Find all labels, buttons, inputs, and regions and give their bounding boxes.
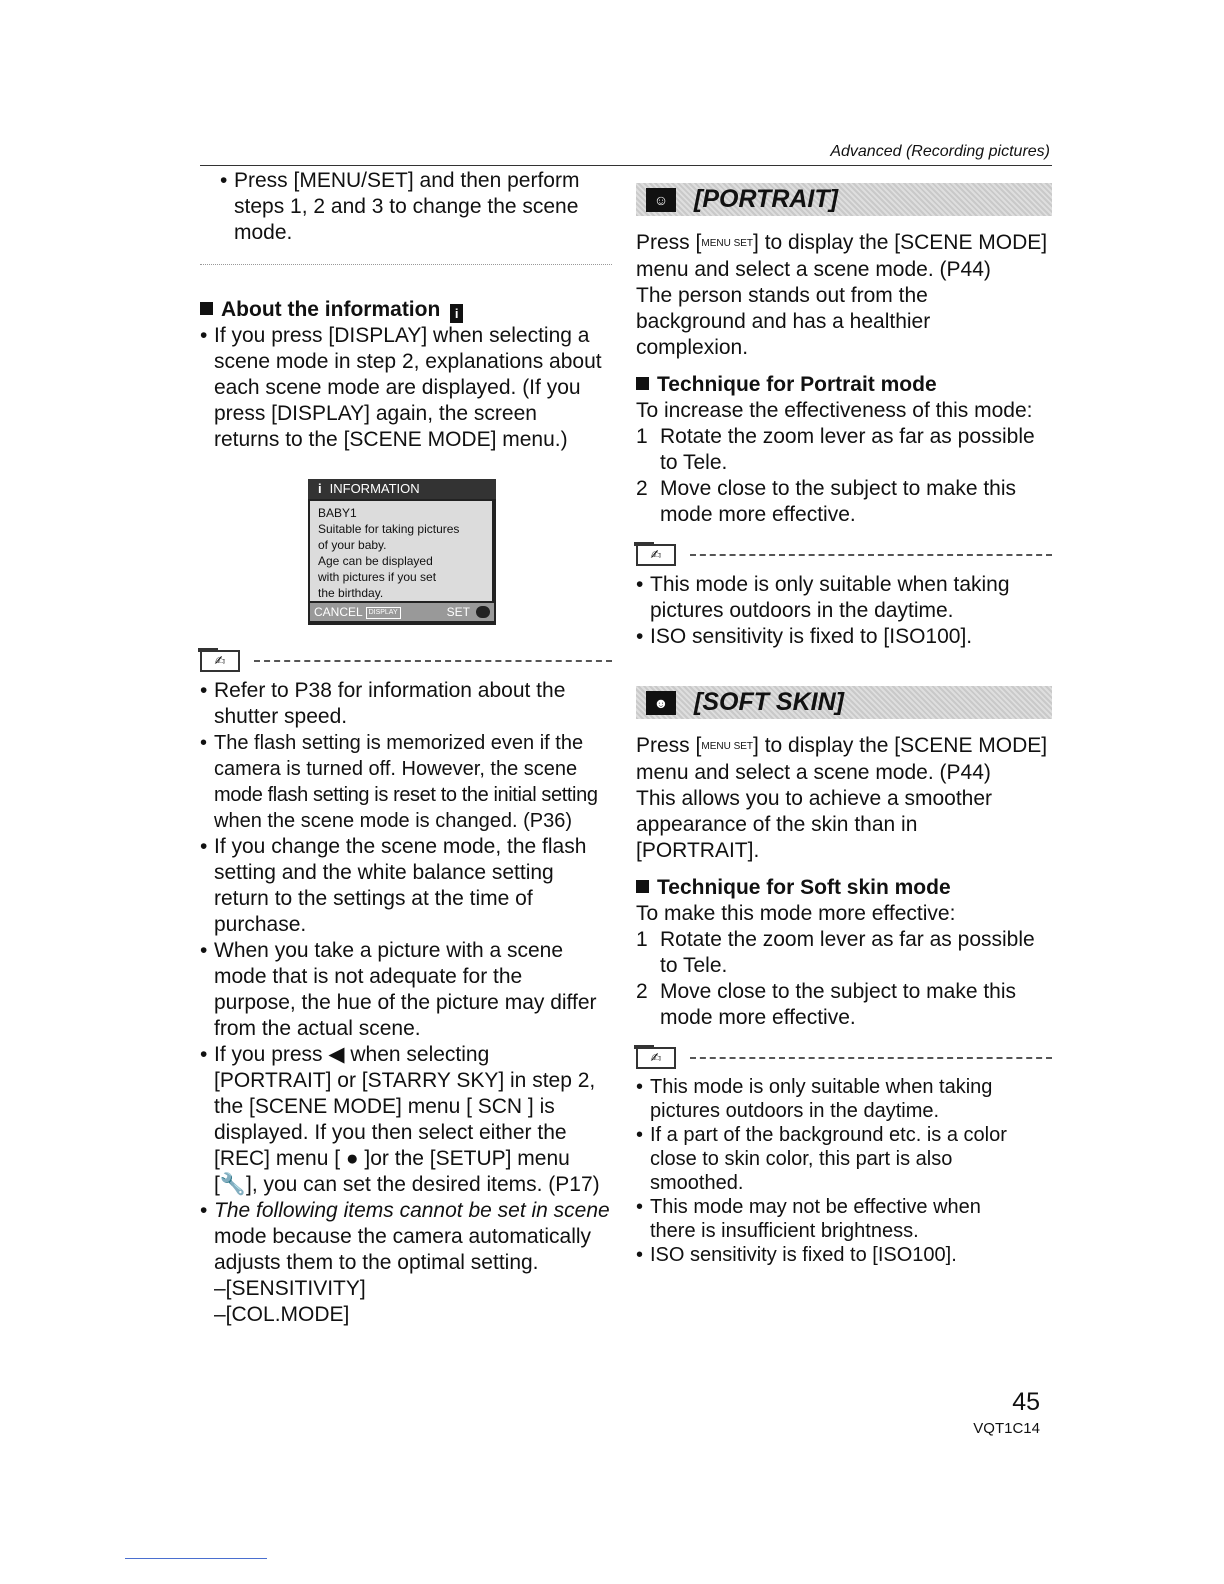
soft-skin-icon: ☻ xyxy=(646,691,676,715)
note-item: • ISO sensitivity is fixed to [ISO100]. xyxy=(636,1243,1052,1267)
portrait-banner xyxy=(636,183,1052,216)
divider xyxy=(200,264,612,265)
info-screen-title xyxy=(308,479,496,499)
note-line: purpose, the hue of the picture may differ xyxy=(214,991,597,1014)
display-button-icon: DISPLAY xyxy=(366,607,401,619)
intro-line: [PORTRAIT]. xyxy=(636,839,760,862)
note-line: –[SENSITIVITY] xyxy=(214,1277,366,1300)
note-line: mode because the camera automatically xyxy=(214,1225,592,1248)
dashed-line xyxy=(254,660,612,662)
note-line: pictures outdoors in the daytime. xyxy=(650,1100,940,1122)
note-item: • Refer to P38 for information about the shutter speed. xyxy=(200,678,612,730)
memo-header xyxy=(636,544,1052,566)
note-item: • If you press ◀ when selecting [PORTRAIT] or [STARRY SKY] in step 2, the [SCENE MODE] menu [ SCN ] is displayed. If you then select either the [REC] menu [ ● ]or the [SETUP] menu [🔧], you can set the desired items. (P17) xyxy=(200,1042,612,1198)
cancel-label: CANCEL xyxy=(314,605,363,619)
soft-skin-banner xyxy=(636,686,1052,719)
about-heading xyxy=(200,297,612,323)
info-line: of your baby. xyxy=(318,538,387,552)
info-box-icon: i xyxy=(450,304,463,323)
technique-intro: To increase the effectiveness of this mode: xyxy=(636,399,1033,422)
note-line: shutter speed. xyxy=(214,705,348,728)
intro-line: complexion. xyxy=(636,336,749,359)
step-number: 1 xyxy=(636,425,648,448)
note-line: displayed. If you then select either the xyxy=(214,1121,567,1144)
note-line: [REC] menu [ ● ]or the [SETUP] menu xyxy=(214,1147,570,1170)
dashed-line xyxy=(690,554,1052,556)
note-line: adjusts them to the optimal setting. xyxy=(214,1251,539,1274)
note-line: setting and the white balance setting xyxy=(214,861,554,884)
square-bullet-icon xyxy=(636,880,649,893)
note-item: • The flash setting is memorized even if the camera is turned off. However, the scene mode flash setting is reset to the initial setting when the scene mode is changed. (P36) xyxy=(200,730,612,834)
note-item: • This mode may not be effective when there is insufficient brightness. xyxy=(636,1195,1052,1243)
press-text: Press [ xyxy=(636,734,702,757)
note-line: close to skin color, this part is also xyxy=(650,1148,953,1170)
intro-note: • Press [MENU/SET] and then perform steps 1, 2 and 3 to change the scene mode. xyxy=(220,168,612,246)
page-number: 45 xyxy=(1012,1388,1040,1416)
set-button-icon xyxy=(476,606,490,618)
note-line: from the actual scene. xyxy=(214,1017,421,1040)
note-line: This mode is only suitable when taking xyxy=(650,573,1010,596)
about-line: each scene mode are displayed. (If you xyxy=(214,376,581,399)
right-column xyxy=(636,183,1052,1267)
square-bullet-icon xyxy=(636,377,649,390)
note-line: This mode may not be effective when xyxy=(650,1196,981,1218)
soft-skin-technique-heading xyxy=(636,875,1052,901)
note-line: return to the settings at the time of xyxy=(214,887,533,910)
intro-line: This allows you to achieve a smoother xyxy=(636,787,993,810)
note-line: mode that is not adequate for the xyxy=(214,965,523,988)
step-line: Rotate the zoom lever as far as possible xyxy=(660,425,1035,448)
intro-line: menu and select a scene mode. (P44) xyxy=(636,761,991,784)
note-line: –[COL.MODE] xyxy=(214,1303,350,1326)
note-item: • ISO sensitivity is fixed to [ISO100]. xyxy=(636,624,1052,650)
note-line: If a part of the background etc. is a color xyxy=(650,1124,1007,1146)
note-line: ISO sensitivity is fixed to [ISO100]. xyxy=(650,625,973,648)
info-screen-body xyxy=(310,501,492,601)
step-number: 1 xyxy=(636,928,648,951)
memo-header xyxy=(200,650,612,672)
step-item xyxy=(636,927,1052,979)
note-line: [🔧], you can set the desired items. (P17) xyxy=(214,1173,600,1196)
intro-line: mode. xyxy=(234,221,293,244)
intro-line: Press [MENU/SET] and then perform xyxy=(234,169,580,192)
step-item xyxy=(636,476,1052,528)
about-line: scene mode in step 2, explanations about xyxy=(214,350,602,373)
info-icon: i xyxy=(318,481,322,496)
note-line: The flash setting is memorized even if the xyxy=(214,732,584,754)
section-header: Advanced (Recording pictures) xyxy=(830,143,1050,160)
square-bullet-icon xyxy=(200,302,213,315)
note-line: If you press ◀ when selecting xyxy=(214,1043,490,1066)
intro-line: steps 1, 2 and 3 to change the scene xyxy=(234,195,579,218)
information-screen xyxy=(308,479,496,625)
note-line: when the scene mode is changed. (P36) xyxy=(214,810,572,832)
menu-set-button-icon: MENU SET xyxy=(701,238,754,249)
soft-skin-intro xyxy=(636,733,1052,864)
info-line: with pictures if you set xyxy=(318,570,437,584)
intro-line: appearance of the skin than in xyxy=(636,813,918,836)
menu-set-button-icon: MENU SET xyxy=(701,741,754,752)
step-line: to Tele. xyxy=(660,954,728,977)
memo-header xyxy=(636,1047,1052,1069)
header-rule xyxy=(200,165,1052,166)
about-line: press [DISPLAY] again, the screen xyxy=(214,402,537,425)
memo-icon: ✍ xyxy=(636,544,676,566)
note-line: The following items cannot be set in scene xyxy=(214,1199,610,1222)
info-line: Suitable for taking pictures xyxy=(318,522,460,536)
left-column xyxy=(200,168,612,453)
press-text: Press [ xyxy=(636,231,702,254)
press-text: ] to display the [SCENE MODE] xyxy=(753,734,1048,757)
step-item xyxy=(636,979,1052,1031)
soft-skin-notes xyxy=(636,1075,1052,1267)
portrait-technique-heading xyxy=(636,372,1052,398)
note-line: When you take a picture with a scene xyxy=(214,939,564,962)
document-code: VQT1C14 xyxy=(973,1420,1040,1437)
step-number: 2 xyxy=(636,477,648,500)
info-line: BABY1 xyxy=(318,506,357,520)
note-item: • When you take a picture with a scene mode that is not adequate for the purpose, the hue of the picture may differ from the actual scene. xyxy=(200,938,612,1042)
note-line: mode flash setting is reset to the initial setting xyxy=(214,784,598,806)
portrait-notes xyxy=(636,572,1052,650)
technique-intro: To make this mode more effective: xyxy=(636,902,956,925)
step-line: Move close to the subject to make this xyxy=(660,980,1017,1003)
intro-line: menu and select a scene mode. (P44) xyxy=(636,258,991,281)
info-line: Age can be displayed xyxy=(318,554,433,568)
portrait-icon: ☺ xyxy=(646,188,676,212)
about-text: • If you press [DISPLAY] when selecting a scene mode in step 2, explanations about each scene mode are displayed. (If you press [DISPLAY] again, the screen returns to the [SCENE MODE] menu.) xyxy=(200,323,612,453)
technique-title: Technique for Portrait mode xyxy=(657,373,937,396)
step-item xyxy=(636,424,1052,476)
set-label: SET xyxy=(446,605,470,619)
info-screen-footer xyxy=(310,603,494,621)
info-line: the birthday. xyxy=(318,586,384,600)
press-line xyxy=(636,733,1052,760)
portrait-title: [PORTRAIT] xyxy=(694,185,838,213)
note-line: This mode is only suitable when taking xyxy=(650,1076,993,1098)
note-line: pictures outdoors in the daytime. xyxy=(650,599,954,622)
note-item: • The following items cannot be set in scene mode because the camera automatically adjusts them to the optimal setting. –[SENSITIVITY] –[COL.MODE] xyxy=(200,1198,612,1328)
step-number: 2 xyxy=(636,980,648,1003)
step-line: mode more effective. xyxy=(660,1006,856,1029)
press-text: ] to display the [SCENE MODE] xyxy=(753,231,1048,254)
technique-title: Technique for Soft skin mode xyxy=(657,876,951,899)
dashed-line xyxy=(690,1057,1052,1059)
note-line: there is insufficient brightness. xyxy=(650,1220,919,1242)
press-line xyxy=(636,230,1052,257)
soft-skin-title: [SOFT SKIN] xyxy=(694,688,844,716)
about-line: returns to the [SCENE MODE] menu.) xyxy=(214,428,568,451)
note-item: • This mode is only suitable when taking pictures outdoors in the daytime. xyxy=(636,572,1052,624)
about-line: If you press [DISPLAY] when selecting a xyxy=(214,324,590,347)
intro-line: The person stands out from the xyxy=(636,284,928,307)
step-line: mode more effective. xyxy=(660,503,856,526)
step-line: Rotate the zoom lever as far as possible xyxy=(660,928,1035,951)
note-line: If you change the scene mode, the flash xyxy=(214,835,587,858)
memo-icon: ✍ xyxy=(636,1047,676,1069)
note-line: [PORTRAIT] or [STARRY SKY] in step 2, xyxy=(214,1069,596,1092)
note-line: ISO sensitivity is fixed to [ISO100]. xyxy=(650,1244,957,1266)
note-item: • If you change the scene mode, the flash setting and the white balance setting return to the settings at the time of purchase. xyxy=(200,834,612,938)
about-title: About the information xyxy=(221,298,441,321)
left-notes xyxy=(200,650,612,1328)
step-line: Move close to the subject to make this xyxy=(660,477,1017,500)
info-title-text: INFORMATION xyxy=(329,481,420,496)
note-line: purchase. xyxy=(214,913,307,936)
note-item: • This mode is only suitable when taking pictures outdoors in the daytime. xyxy=(636,1075,1052,1123)
portrait-intro xyxy=(636,230,1052,361)
note-item: • If a part of the background etc. is a color close to skin color, this part is also smoothed. xyxy=(636,1123,1052,1195)
memo-icon: ✍ xyxy=(200,650,240,672)
note-line: camera is turned off. However, the scene xyxy=(214,758,578,780)
note-line: the [SCENE MODE] menu [ SCN ] is xyxy=(214,1095,555,1118)
note-line: smoothed. xyxy=(650,1172,744,1194)
footer-link-rule xyxy=(125,1558,267,1559)
note-line: Refer to P38 for information about the xyxy=(214,679,566,702)
portrait-technique xyxy=(636,398,1052,528)
intro-line: background and has a healthier xyxy=(636,310,931,333)
soft-skin-technique xyxy=(636,901,1052,1031)
step-line: to Tele. xyxy=(660,451,728,474)
